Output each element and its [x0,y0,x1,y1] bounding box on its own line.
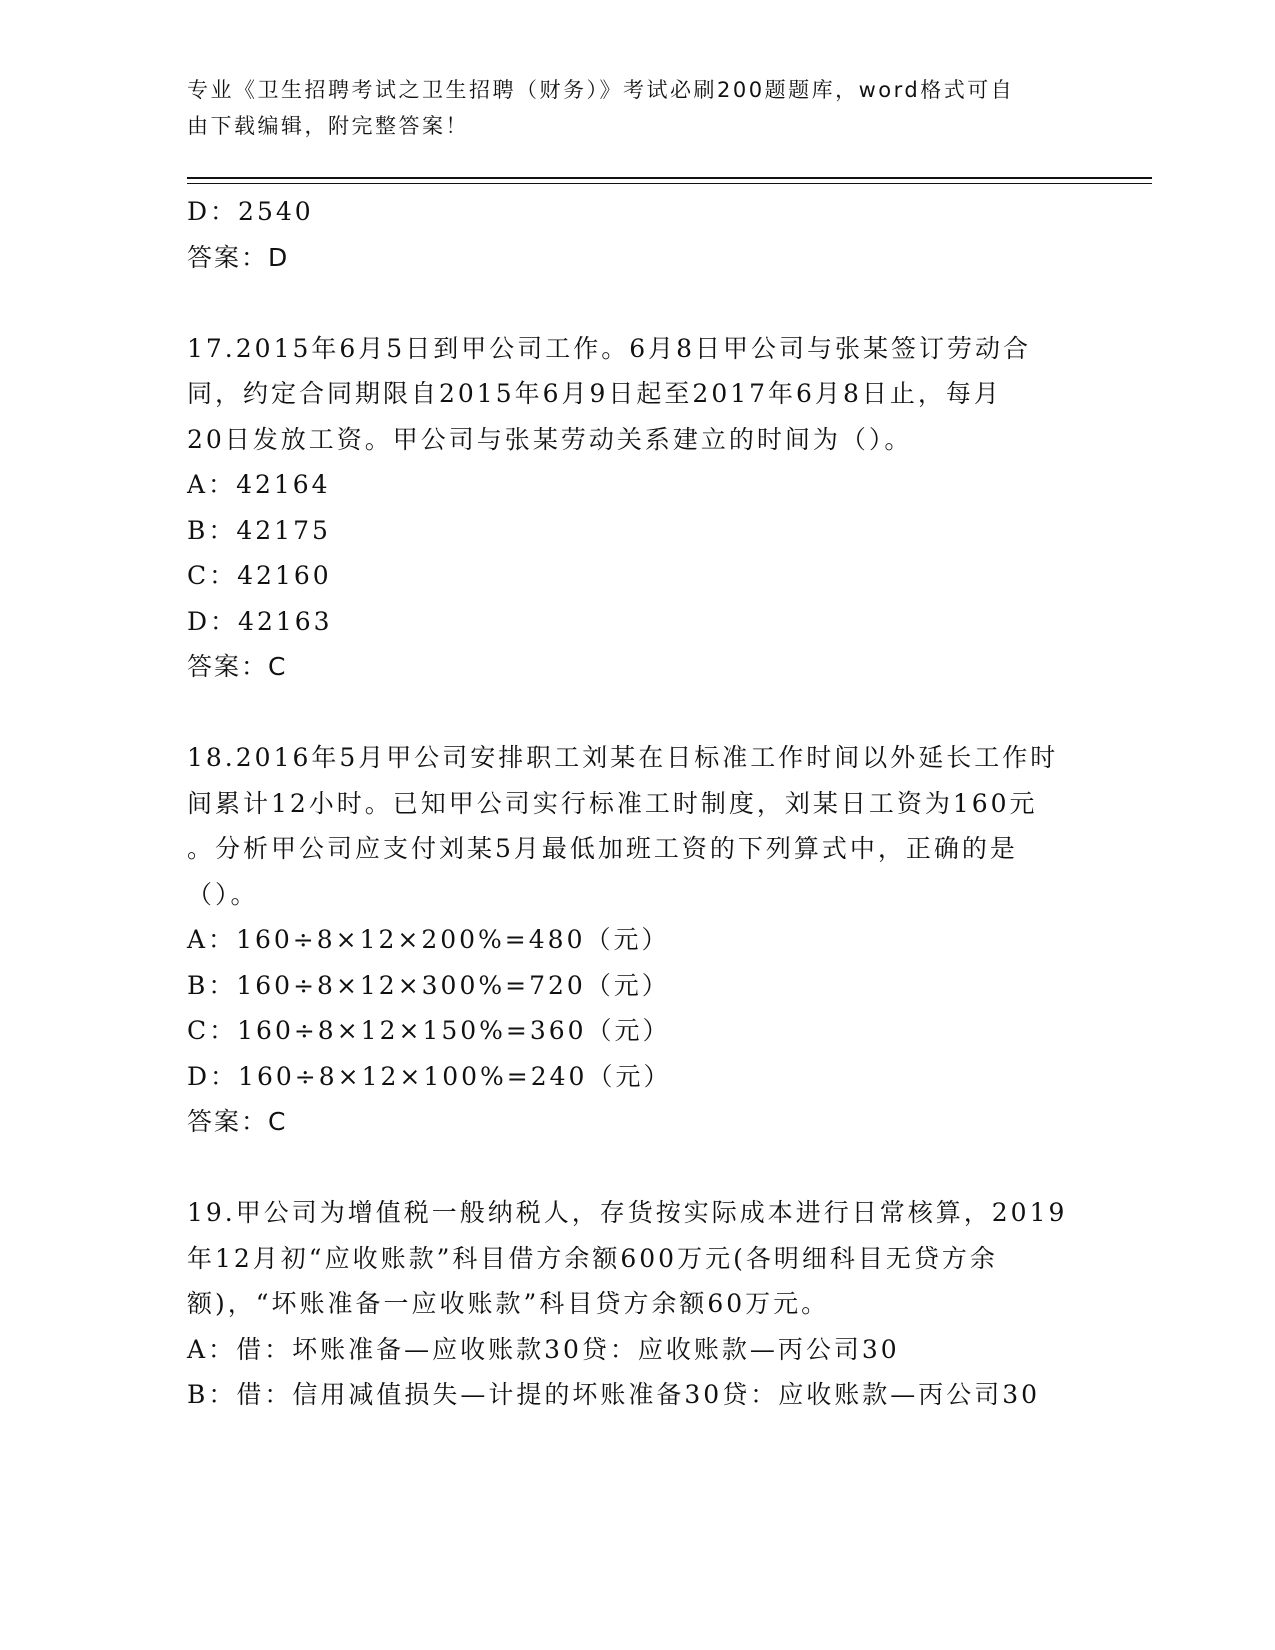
option-text: 160÷8×12×200%=480（元） [236,925,670,954]
option-text: 借：坏账准备—应收账款30贷：应收账款—丙公司30 [236,1334,900,1364]
spacer [187,1145,1087,1191]
question-18-option-a [187,917,1087,963]
header-divider-thin [187,183,1152,184]
option-text: 160÷8×12×150%=360（元） [237,1016,671,1045]
header-line-2: 由下载编辑，附完整答案！ [187,114,469,138]
question-19-option-b [187,1372,1087,1418]
question-17 [187,326,1087,690]
question-19-stem-line: 年12月初“应收账款”科目借方余额600万元(各明细科目无贷方余 [187,1243,998,1273]
option-text: 借：信用减值损失—计提的坏账准备30贷：应收账款—丙公司30 [236,1380,1041,1409]
question-19-stem-line: 19.甲公司为增值税一般纳税人，存货按实际成本进行日常核算，2019 [187,1198,1068,1227]
question-18-stem-line: （）。 [187,879,259,909]
question-18-option-b [187,963,1087,1009]
option-text: 160÷8×12×300%=720（元） [236,970,670,1000]
option-text: 160÷8×12×100%=240（元） [238,1061,672,1091]
question-17-option-c [187,553,1087,599]
prev-answer: 答案：D [187,242,290,272]
option-label: B： [187,1380,237,1409]
option-label: D： [187,606,239,636]
question-17-option-d [187,599,1087,645]
option-text: 42163 [238,606,333,636]
question-17-option-b [187,508,1087,554]
prev-option-d: D：2540 [187,197,314,226]
question-18-option-d [187,1054,1087,1100]
option-label: A： [187,470,237,499]
question-content [187,189,1087,1418]
option-label: B： [187,970,237,1000]
document-header [187,72,1067,144]
option-text: 42175 [236,515,331,545]
spacer [187,690,1087,736]
option-label: A： [187,925,237,954]
question-17-stem-line: 17.2015年6月5日到甲公司工作。6月8日甲公司与张某签订劳动合 [187,333,1032,363]
spacer [187,280,1087,326]
question-18-stem-line: 18.2016年5月甲公司安排职工刘某在日标准工作时间以外延长工作时 [187,743,1059,772]
question-18-answer: 答案：C [187,1107,288,1136]
header-line-1: 专业《卫生招聘考试之卫生招聘（财务）》考试必刷200题题库，word格式可自 [187,78,1015,102]
question-17-stem-line: 20日发放工资。甲公司与张某劳动关系建立的时间为（）。 [187,424,913,454]
option-label: C： [187,1016,238,1045]
question-19-stem-line: 额)，“坏账准备一应收账款”科目贷方余额60万元。 [187,1289,830,1318]
question-17-stem-line: 同，约定合同期限自2015年6月9日起至2017年6月8日止，每月 [187,379,1002,408]
option-label: A： [187,1334,237,1364]
question-19 [187,1190,1087,1418]
question-17-answer: 答案：C [187,652,288,681]
question-17-option-a [187,462,1087,508]
option-text: 42160 [237,561,332,590]
option-label: B： [187,515,237,545]
question-18-stem-line: 。分析甲公司应支付刘某5月最低加班工资的下列算式中，正确的是 [187,834,1018,863]
option-label: D： [187,1061,239,1091]
question-18-option-c [187,1008,1087,1054]
question-19-option-a [187,1327,1087,1373]
question-18-stem-line: 间累计12小时。已知甲公司实行标准工时制度，刘某日工资为160元 [187,788,1038,818]
option-text: 42164 [236,470,331,499]
question-18 [187,735,1087,1145]
header-divider-thick [187,177,1152,179]
option-label: C： [187,561,238,590]
